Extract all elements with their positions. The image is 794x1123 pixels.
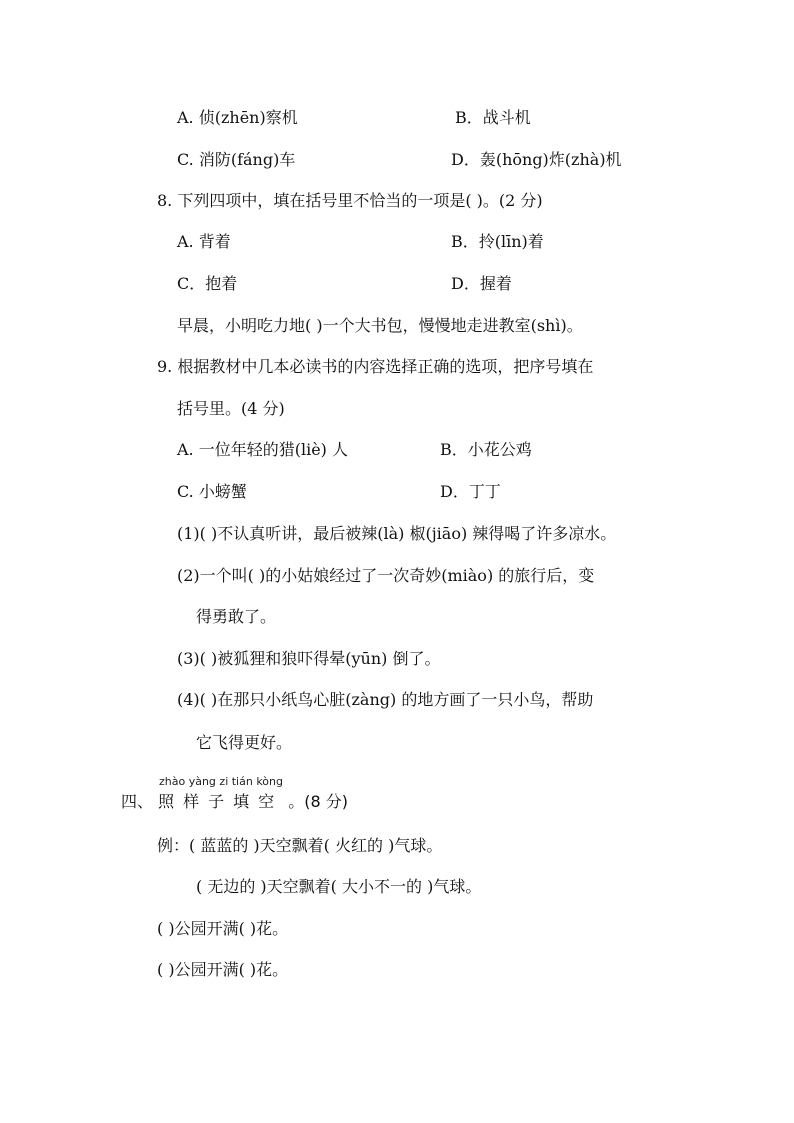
section4-heading — [121, 792, 348, 812]
section4-score: 。(8 分) — [288, 792, 348, 811]
q8-option-c: C．抱着 — [177, 274, 238, 293]
q9-item2-line1: (2)一个叫( )的小姑娘经过了一次奇妙(miào) 的旅行后，变 — [177, 566, 595, 585]
section4-pinyin: zhào yàng zi tián kòng — [159, 775, 283, 788]
q7-option-d: D．轰(hōng)炸(zhà)机 — [451, 150, 622, 169]
section4-blank-line1[interactable]: ( )公园开满( )花。 — [157, 919, 289, 938]
q9-item4-line1: (4)( )在那只小纸鸟心脏(zàng) 的地方画了一只小鸟，帮助 — [177, 690, 594, 709]
q9-option-b: B．小花公鸡 — [440, 440, 532, 459]
q8-stem: 8. 下列四项中，填在括号里不恰当的一项是( )。(2 分) — [157, 191, 543, 210]
q7-option-b: B．战斗机 — [455, 108, 531, 127]
q9-option-d: D．丁丁 — [440, 482, 501, 501]
q9-option-c: C. 小螃蟹 — [177, 482, 247, 501]
q9-option-a: A. 一位年轻的猎(liè) 人 — [177, 440, 349, 459]
q9-item4-line2: 它飞得更好。 — [196, 733, 293, 752]
q8-option-b: B．拎(līn)着 — [451, 232, 544, 251]
section4-title: 照样子填空 — [158, 792, 284, 811]
q8-sentence: 早晨，小明吃力地( )一个大书包，慢慢地走进教室(shì)。 — [177, 316, 583, 335]
q9-stem-line1: 9. 根据教材中几本必读书的内容选择正确的选项，把序号填在 — [157, 357, 594, 376]
q8-option-a: A. 背着 — [177, 232, 231, 251]
q7-option-a: A. 侦(zhēn)察机 — [177, 108, 298, 127]
q7-option-c: C. 消防(fáng)车 — [177, 150, 296, 169]
section4-example-line1: 例：( 蓝蓝的 )天空飘着( 火红的 )气球。 — [157, 836, 443, 855]
q9-item2-line2: 得勇敢了。 — [196, 607, 277, 626]
section4-blank-line2[interactable]: ( )公园开满( )花。 — [157, 960, 289, 979]
section4-number: 四、 — [121, 792, 154, 811]
section4-example-line2: ( 无边的 )天空飘着( 大小不一的 )气球。 — [196, 877, 482, 896]
q8-option-d: D．握着 — [451, 274, 512, 293]
q9-stem-line2: 括号里。(4 分) — [177, 399, 285, 418]
q9-item1: (1)( )不认真听讲，最后被辣(là) 椒(jiāo) 辣得喝了许多凉水。 — [177, 524, 617, 543]
q9-item3: (3)( )被狐狸和狼吓得晕(yūn) 倒了。 — [177, 649, 441, 668]
